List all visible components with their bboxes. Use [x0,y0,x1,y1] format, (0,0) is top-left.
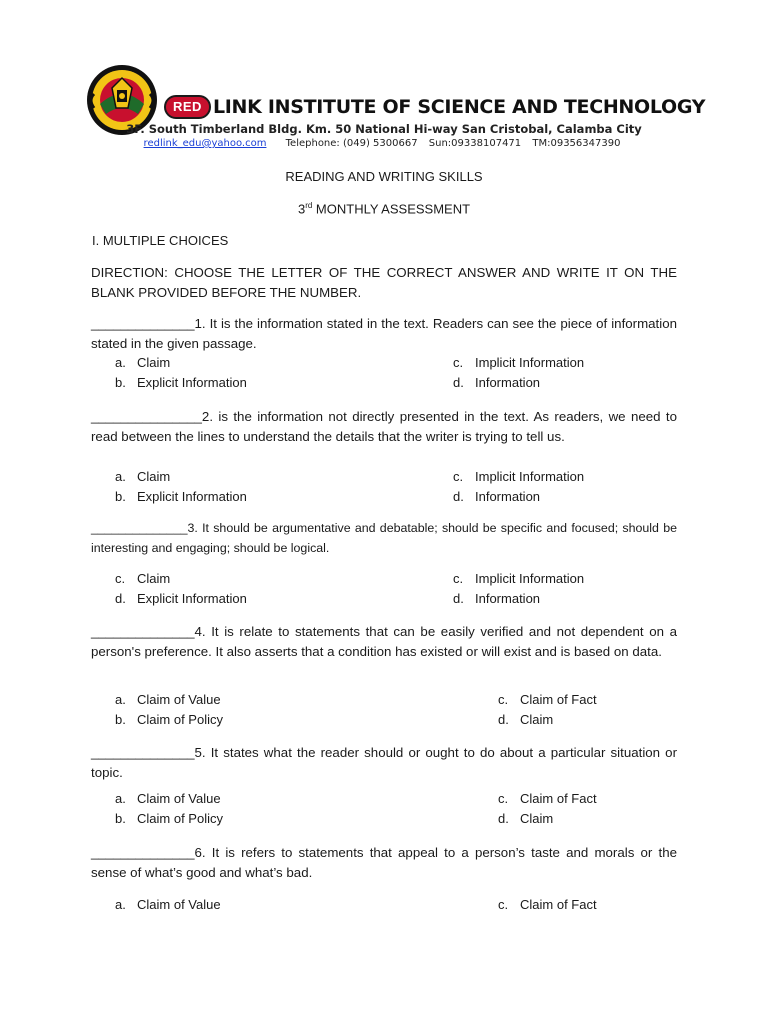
option-letter: d. [498,811,509,826]
question-3-option [453,571,584,586]
question-4-text: ______________4. It is relate to statements that can be easily verified and not dependent on a person's preference. It also asserts that a condition has existed or will exist and is based on data. [91,624,677,659]
option-letter: a. [115,791,126,806]
question-4-option [115,712,223,727]
question-2-text: _______________2. is the information not directly presented in the text. As readers, we need to read between the lines to understand the details that the writer is trying to tell us. [91,409,677,444]
assessment-ordinal-suffix: rd [305,201,313,210]
option-letter: c. [453,469,464,484]
telephone: Telephone: (049) 5300667 [285,138,418,149]
option-label: Claim of Fact [520,791,597,806]
question-2-option [453,469,584,484]
option-label: Explicit Information [137,489,247,504]
option-letter: c. [498,897,509,912]
option-label: Claim of Policy [137,811,223,826]
option-label: Claim [137,571,171,586]
option-label: Claim of Value [137,791,221,806]
option-letter: d. [498,712,509,727]
assessment-title [0,201,768,216]
direction-text: DIRECTION: CHOOSE THE LETTER OF THE CORRECT ANSWER AND WRITE IT ON THE BLANK PROVIDED BEFORE THE NUMBER. [91,265,677,300]
option-label: Claim of Value [137,692,221,707]
tm-number: TM:09356347390 [532,138,621,149]
option-letter: d. [453,375,464,390]
institution-name-row [164,94,705,120]
option-letter: b. [115,489,126,504]
option-letter: a. [115,355,126,370]
option-label: Claim [520,811,554,826]
option-label: Information [475,591,541,606]
question-4-option [115,692,221,707]
question-2-option [453,489,540,504]
subject-title: READING AND WRITING SKILLS [285,169,483,184]
question-5-text: ______________5. It states what the reader should or ought to do about a particular situation or topic. [91,745,677,780]
option-letter: a. [115,692,126,707]
option-label: Implicit Information [475,469,585,484]
option-label: Explicit Information [137,375,247,390]
option-letter: c. [498,791,509,806]
question-3-option [115,571,170,586]
option-label: Claim of Fact [520,897,597,912]
sun-number: Sun:09338107471 [428,138,522,149]
question-1-option [115,375,247,390]
question-5-option [498,811,553,826]
option-label: Claim of Value [137,897,221,912]
contact-line [0,138,768,149]
option-letter: c. [453,571,464,586]
question-3-text: ______________3. It should be argumentative and debatable; should be specific and focused; should be interesting and engaging; should be logical. [91,521,677,555]
question-5-option [115,811,223,826]
letterhead [0,0,768,160]
question-5-option [498,791,597,806]
option-letter: a. [115,469,126,484]
institution-name: LINK INSTITUTE OF SCIENCE AND TECHNOLOGY [212,96,706,118]
option-label: Implicit Information [475,355,585,370]
question-1-option [453,375,540,390]
option-letter: d. [453,591,464,606]
question-6-option [498,897,597,912]
question-6-option [115,897,221,912]
option-letter: c. [453,355,464,370]
question-3-option [115,591,247,606]
question-1-option [453,355,584,370]
email-link[interactable]: redlink_edu@yahoo.com [143,138,267,149]
option-label: Claim [137,469,171,484]
option-label: Information [475,375,541,390]
option-label: Implicit Information [475,571,585,586]
option-letter: b. [115,375,126,390]
red-badge-logo: RED [164,95,211,119]
question-4-option [498,692,597,707]
question-5-option [115,791,221,806]
option-label: Claim of Policy [137,712,223,727]
question-6-text: ______________6. It is refers to statements that appeal to a person’s taste and morals or the sense of what’s good and what’s bad. [91,845,677,880]
option-label: Information [475,489,541,504]
question-2-option [115,489,247,504]
option-letter: d. [115,591,126,606]
question-4-option [498,712,553,727]
question-1-option [115,355,170,370]
question-2-option [115,469,170,484]
option-letter: c. [498,692,509,707]
option-letter: d. [453,489,464,504]
option-letter: b. [115,712,126,727]
question-3-option [453,591,540,606]
option-label: Explicit Information [137,591,247,606]
assessment-ordinal: 3 [297,201,306,217]
option-label: Claim of Fact [520,692,597,707]
option-letter: a. [115,897,126,912]
option-label: Claim [137,355,171,370]
option-letter: c. [115,571,126,586]
section-heading: I. MULTIPLE CHOICES [92,233,229,248]
institution-address: 3F. South Timberland Bldg. Km. 50 National Hi-way San Cristobal, Calamba City [126,122,642,136]
question-1-text: ______________1. It is the information stated in the text. Readers can see the piece of information stated in the given passage. [91,316,677,351]
option-label: Claim [520,712,554,727]
assessment-title-text: MONTHLY ASSESSMENT [312,201,471,217]
option-letter: b. [115,811,126,826]
